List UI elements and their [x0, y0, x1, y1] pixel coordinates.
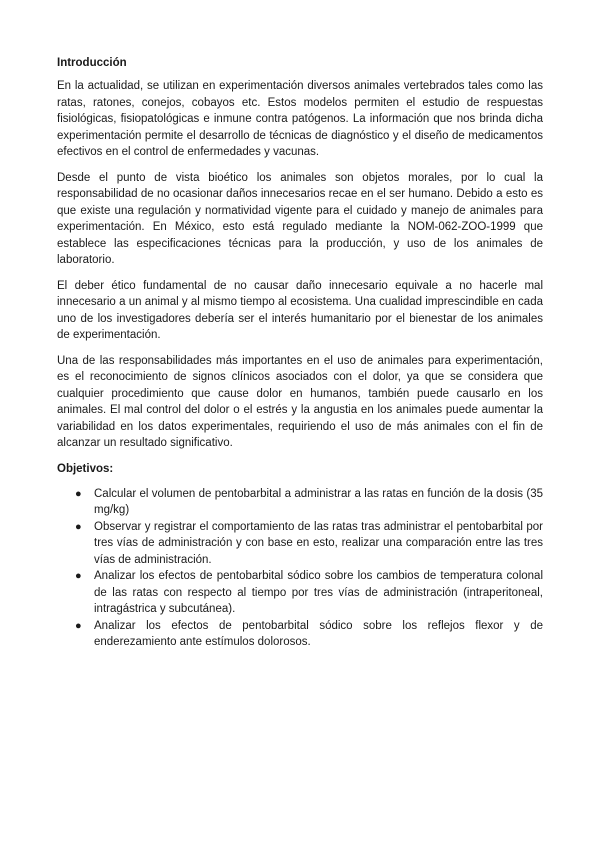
objectives-list — [57, 486, 543, 651]
objective-text-2: Observar y registrar el comportamiento de las ratas tras administrar el pentobarbital por tres vías de administración y con base en esto, realizar una comparación entre las tres vías de administración. — [94, 520, 543, 566]
objective-item-1 — [57, 486, 543, 519]
objectives-heading: Objetivos: — [57, 462, 114, 475]
document-page — [57, 55, 543, 651]
bullet-icon: ● — [75, 520, 82, 533]
bullet-icon: ● — [75, 487, 82, 500]
intro-heading: Introducción — [57, 57, 127, 69]
intro-paragraph-4: Una de las responsabilidades más importantes en el uso de animales para experimentación, es el reconocimiento de signos clínicos asociados con el dolor, ya que se considera que cualquier procedimiento que cause dolor en humanos, también puede causarlo en los animales. El mal control del dolor o el estrés y la angustia en los animales puede aumentar la variabilidad en los datos experimentales, requiriendo el uso de más animales con el fin de alcanzar un resultado significativo. — [57, 354, 543, 449]
intro-paragraph-1: En la actualidad, se utilizan en experimentación diversos animales vertebrados tales como las ratas, ratones, conejos, cobayos etc. Estos modelos permiten el estudio de respuestas fisiológicas, fisiopatológicas e inmune contra patógenos. La información que nos brinda dicha experimentación permite el desarrollo de técnicas de diagnóstico y el diseño de medicamentos efectivos en el control de enfermedades y vacunas. — [57, 80, 543, 158]
bullet-icon: ● — [75, 570, 82, 582]
objective-text-1: Calcular el volumen de pentobarbital a administrar a las ratas en función de la dosis (35 mg/kg) — [94, 487, 543, 516]
objective-item-4 — [57, 618, 543, 651]
objective-item-3 — [57, 568, 543, 618]
intro-paragraph-3: El deber ético fundamental de no causar daño innecesario equivale a no hacerle mal innecesario a un animal y al mismo tiempo al ecosistema. Una cualidad imprescindible en cada uno de los investigadores debería ser el interés humanitario por el bienestar de los animales de experimentación. — [57, 279, 543, 341]
bullet-icon: ● — [75, 619, 82, 632]
objective-text-4: Analizar los efectos de pentobarbital sódico sobre los reflejos flexor y de enderezamiento ante estímulos dolorosos. — [94, 619, 543, 648]
objective-item-2 — [57, 519, 543, 569]
objective-text-3: Analizar los efectos de pentobarbital sódico sobre los cambios de temperatura colonal de las ratas con respecto al tiempo por tres vías de administración (intraperitoneal, intragástrica y subcutánea). — [94, 570, 543, 615]
intro-paragraph-2: Desde el punto de vista bioético los animales son objetos morales, por lo cual la responsabilidad de no ocasionar daños innecesarios recae en el ser humano. Debido a esto es que existe una regulación y normatividad vigente para el cuidado y manejo de animales para experimentación. En México, esto está regulado mediante la NOM-062-ZOO-1999 que establece las especificaciones técnicas para la producción, y uso de los animales de laboratorio. — [57, 171, 543, 266]
